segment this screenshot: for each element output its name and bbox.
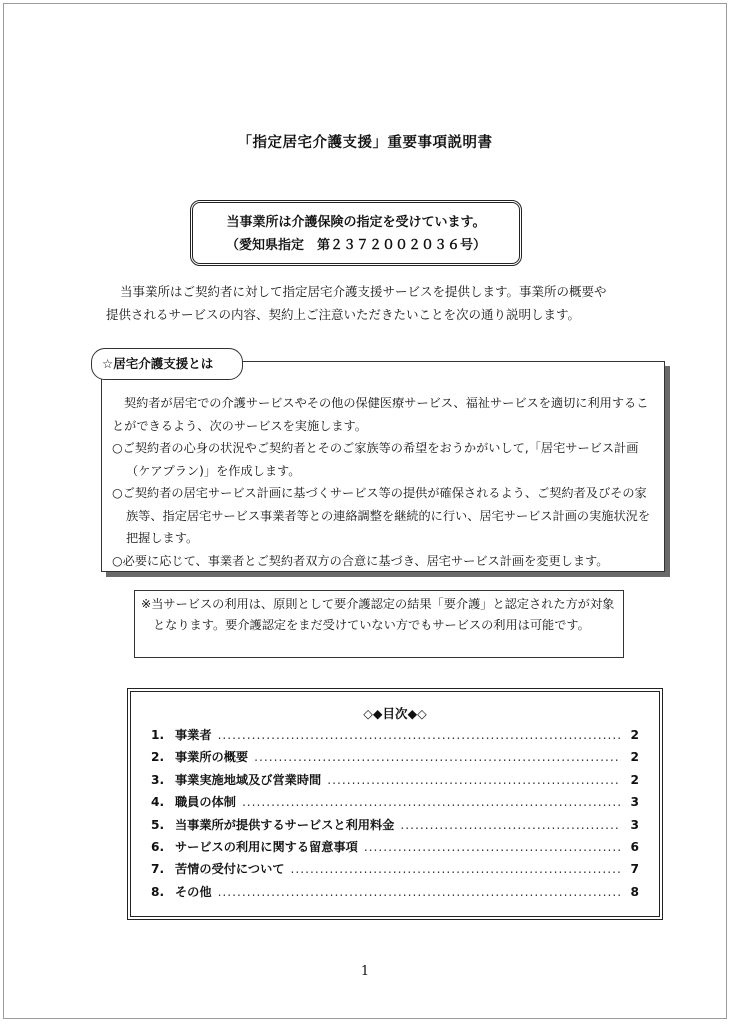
toc-item-number: 5. <box>151 817 165 832</box>
toc-leader-dots <box>242 791 621 813</box>
toc-item-number: 8. <box>151 884 165 899</box>
toc-item-title: その他 <box>175 884 212 899</box>
intro-line-2: 提供されるサービスの内容、契約上ご注意いただきたいことを次の通り説明します。 <box>106 307 581 322</box>
designation-line-2: （愛知県指定 第２３７２００２０３６号） <box>225 238 486 253</box>
toc-item-number: 2. <box>151 750 165 765</box>
toc-leader-dots <box>218 881 621 903</box>
table-of-contents <box>127 688 663 920</box>
toc-item-number: 1. <box>151 728 165 742</box>
explain-bullet: ○必要に応じて、事業者とご契約者双方の合意に基づき、居宅サービス計画を変更します。 <box>112 553 609 568</box>
toc-item-page: 6 <box>630 839 639 854</box>
toc-item-page: 2 <box>630 750 639 765</box>
toc-item-number: 7. <box>151 862 165 877</box>
note-text: ※当サービスの利用は、原則として要介護認定の結果「要介護」と認定された方が対象となります。要介護認定をまだ受けていない方でもサービスの利用は可能です。 <box>141 597 615 632</box>
toc-list <box>151 724 639 903</box>
toc-item[interactable] <box>151 769 639 791</box>
toc-item-page: 3 <box>630 795 639 810</box>
toc-item-number: 6. <box>151 839 165 854</box>
toc-item-page: 3 <box>630 817 639 832</box>
toc-item-title: サービスの利用に関する留意事項 <box>175 839 358 854</box>
explain-lead-text: 契約者が居宅での介護サービスやその他の保健医療サービス、福祉サービスを適切に利用することができるよう、次のサービスを実施します。 <box>112 396 649 433</box>
toc-item[interactable] <box>151 836 639 858</box>
intro-paragraph <box>106 280 666 326</box>
note-box <box>134 590 624 658</box>
toc-leader-dots <box>290 858 621 880</box>
explain-section-body <box>112 392 658 572</box>
explain-bullet: ○ご契約者の居宅サービス計画に基づくサービス等の提供が確保されるよう、ご契約者及びその家族等、指定居宅サービス事業者等との連絡調整を継続的に行い、居宅サービス計画の実施状況を把握します。 <box>112 486 651 545</box>
toc-item-number: 3. <box>151 772 165 787</box>
explain-section-label: ☆居宅介護支援とは <box>91 348 243 380</box>
toc-item[interactable] <box>151 881 639 903</box>
toc-item-title: 事業所の概要 <box>175 750 249 765</box>
toc-item-title: 事業実施地域及び営業時間 <box>175 772 322 787</box>
toc-item-page: 2 <box>630 772 639 787</box>
toc-item-title: 事業者 <box>175 728 212 742</box>
designation-box <box>190 200 522 266</box>
toc-item-page: 8 <box>630 884 639 899</box>
toc-item-title: 当事業所が提供するサービスと利用料金 <box>175 817 395 832</box>
toc-item[interactable] <box>151 746 639 768</box>
toc-leader-dots <box>218 724 621 746</box>
toc-leader-dots <box>327 769 621 791</box>
toc-item-page: 2 <box>630 728 639 742</box>
designation-line-1: 当事業所は介護保険の指定を受けています。 <box>226 215 486 230</box>
explain-bullet: ○ご契約者の心身の状況やご契約者とそのご家族等の希望をおうかがいして,「居宅サービス計画（ケアプラン)」を作成します。 <box>112 441 639 478</box>
toc-leader-dots <box>400 814 621 836</box>
toc-leader-dots <box>364 836 621 858</box>
page-number: 1 <box>360 964 370 979</box>
toc-item-title: 苦情の受付について <box>175 862 285 877</box>
explain-section-box <box>101 361 665 572</box>
toc-item[interactable] <box>151 814 639 836</box>
toc-item-title: 職員の体制 <box>175 795 236 810</box>
intro-line-1: 当事業所はご契約者に対して指定居宅介護支援サービスを提供します。事業所の概要や <box>120 284 607 299</box>
toc-item-number: 4. <box>151 795 165 810</box>
document-page <box>3 3 727 1019</box>
toc-item[interactable] <box>151 791 639 813</box>
toc-item-page: 7 <box>630 862 639 877</box>
toc-item[interactable] <box>151 858 639 880</box>
document-title: 「指定居宅介護支援」重要事項説明書 <box>237 135 493 151</box>
toc-item[interactable] <box>151 724 639 746</box>
toc-heading: ◇◆目次◆◇ <box>363 706 427 721</box>
toc-leader-dots <box>254 746 621 768</box>
